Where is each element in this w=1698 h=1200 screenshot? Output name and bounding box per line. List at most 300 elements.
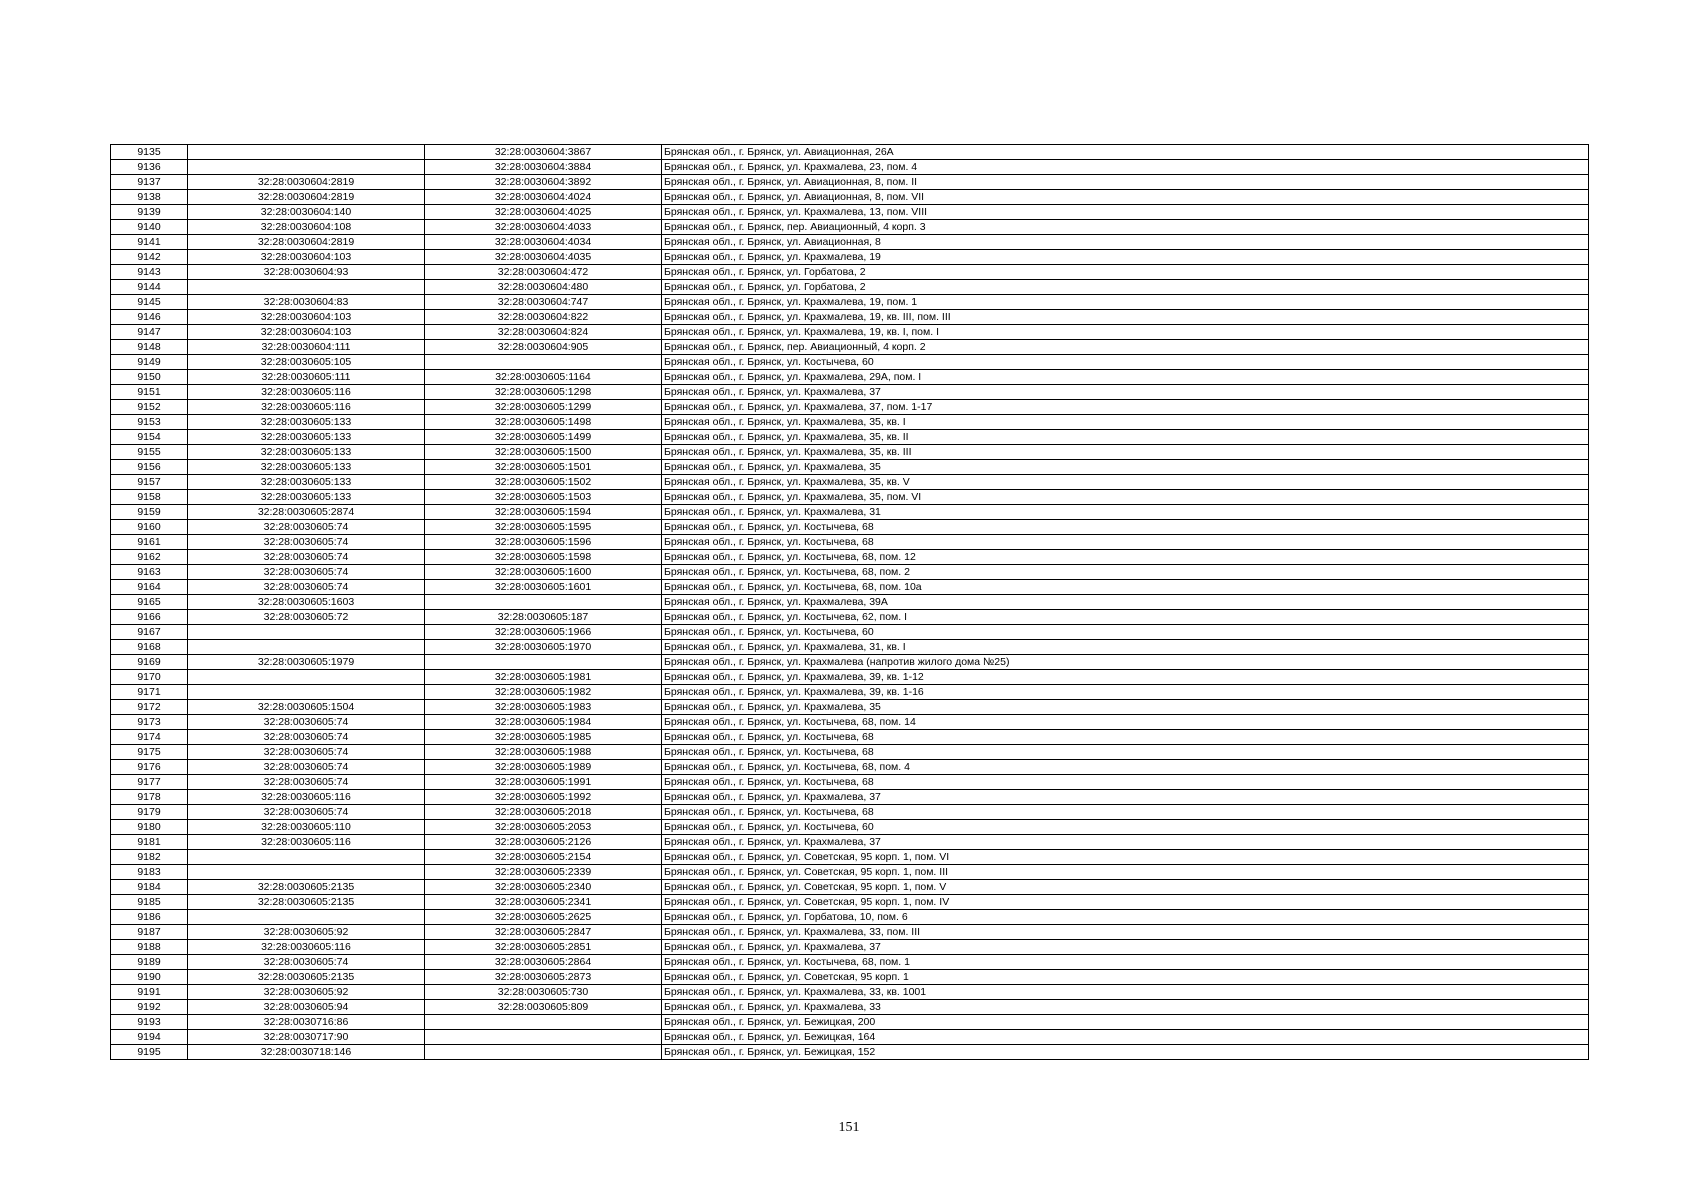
address-cell: Брянская обл., г. Брянск, ул. Крахмалева, 39, кв. 1-16 (662, 685, 1589, 700)
row-number-cell: 9136 (111, 160, 188, 175)
parent-cadastral-number-cell: 32:28:0030605:74 (188, 955, 425, 970)
address-cell: Брянская обл., г. Брянск, ул. Крахмалева, 35, пом. VI (662, 490, 1589, 505)
parent-cadastral-number-cell: 32:28:0030605:72 (188, 610, 425, 625)
address-cell: Брянская обл., г. Брянск, ул. Крахмалева, 37 (662, 940, 1589, 955)
cadastral-number-cell (425, 1045, 662, 1060)
table-row (111, 685, 1589, 700)
address-cell: Брянская обл., г. Брянск, ул. Костычева, 68, пом. 1 (662, 955, 1589, 970)
row-number-cell: 9159 (111, 505, 188, 520)
row-number-cell: 9181 (111, 835, 188, 850)
cadastral-number-cell: 32:28:0030605:1601 (425, 580, 662, 595)
parent-cadastral-number-cell: 32:28:0030605:1603 (188, 595, 425, 610)
address-cell: Брянская обл., г. Брянск, ул. Крахмалева, 19, кв. I, пом. I (662, 325, 1589, 340)
table-row (111, 940, 1589, 955)
address-cell: Брянская обл., г. Брянск, ул. Бежицкая, 164 (662, 1030, 1589, 1045)
table-row (111, 865, 1589, 880)
table-row (111, 220, 1589, 235)
parent-cadastral-number-cell: 32:28:0030605:133 (188, 475, 425, 490)
table-row (111, 925, 1589, 940)
address-cell: Брянская обл., г. Брянск, ул. Костычева, 60 (662, 820, 1589, 835)
address-cell: Брянская обл., г. Брянск, пер. Авиационный, 4 корп. 3 (662, 220, 1589, 235)
address-cell: Брянская обл., г. Брянск, ул. Советская, 95 корп. 1 (662, 970, 1589, 985)
cadastral-number-cell: 32:28:0030605:1502 (425, 475, 662, 490)
row-number-cell: 9187 (111, 925, 188, 940)
cadastral-number-cell: 32:28:0030605:1981 (425, 670, 662, 685)
table-row (111, 415, 1589, 430)
address-cell: Брянская обл., г. Брянск, ул. Бежицкая, 200 (662, 1015, 1589, 1030)
row-number-cell: 9164 (111, 580, 188, 595)
row-number-cell: 9160 (111, 520, 188, 535)
table-row (111, 955, 1589, 970)
parent-cadastral-number-cell: 32:28:0030605:133 (188, 415, 425, 430)
parent-cadastral-number-cell: 32:28:0030605:1504 (188, 700, 425, 715)
table-row (111, 325, 1589, 340)
table-row (111, 490, 1589, 505)
cadastral-number-cell: 32:28:0030605:1500 (425, 445, 662, 460)
cadastral-number-cell: 32:28:0030604:472 (425, 265, 662, 280)
table-row (111, 850, 1589, 865)
row-number-cell: 9186 (111, 910, 188, 925)
row-number-cell: 9154 (111, 430, 188, 445)
parent-cadastral-number-cell: 32:28:0030605:133 (188, 430, 425, 445)
address-cell: Брянская обл., г. Брянск, ул. Крахмалева, 39, кв. 1-12 (662, 670, 1589, 685)
address-cell: Брянская обл., г. Брянск, ул. Крахмалева, 33 (662, 1000, 1589, 1015)
address-cell: Брянская обл., г. Брянск, ул. Костычева, 68, пом. 10а (662, 580, 1589, 595)
row-number-cell: 9166 (111, 610, 188, 625)
address-cell: Брянская обл., г. Брянск, ул. Костычева, 68 (662, 805, 1589, 820)
row-number-cell: 9155 (111, 445, 188, 460)
parent-cadastral-number-cell (188, 865, 425, 880)
row-number-cell: 9171 (111, 685, 188, 700)
cadastral-number-cell: 32:28:0030604:824 (425, 325, 662, 340)
row-number-cell: 9183 (111, 865, 188, 880)
parent-cadastral-number-cell: 32:28:0030605:2874 (188, 505, 425, 520)
address-cell: Брянская обл., г. Брянск, ул. Крахмалева, 29А, пом. I (662, 370, 1589, 385)
address-cell: Брянская обл., г. Брянск, ул. Костычева, 68, пом. 2 (662, 565, 1589, 580)
address-cell: Брянская обл., г. Брянск, ул. Крахмалева, 37, пом. 1-17 (662, 400, 1589, 415)
parent-cadastral-number-cell: 32:28:0030604:83 (188, 295, 425, 310)
row-number-cell: 9158 (111, 490, 188, 505)
parent-cadastral-number-cell: 32:28:0030605:74 (188, 715, 425, 730)
cadastral-number-cell: 32:28:0030605:2851 (425, 940, 662, 955)
cadastral-number-cell: 32:28:0030605:2625 (425, 910, 662, 925)
row-number-cell: 9157 (111, 475, 188, 490)
table-row (111, 370, 1589, 385)
row-number-cell: 9191 (111, 985, 188, 1000)
cadastral-number-cell: 32:28:0030605:1595 (425, 520, 662, 535)
table-row (111, 235, 1589, 250)
row-number-cell: 9145 (111, 295, 188, 310)
address-cell: Брянская обл., г. Брянск, ул. Крахмалева, 33, кв. 1001 (662, 985, 1589, 1000)
cadastral-number-cell: 32:28:0030604:3892 (425, 175, 662, 190)
table-row (111, 880, 1589, 895)
row-number-cell: 9174 (111, 730, 188, 745)
table-row (111, 700, 1589, 715)
table-row (111, 250, 1589, 265)
row-number-cell: 9188 (111, 940, 188, 955)
cadastral-number-cell: 32:28:0030605:187 (425, 610, 662, 625)
address-cell: Брянская обл., г. Брянск, ул. Костычева, 60 (662, 625, 1589, 640)
cadastral-number-cell: 32:28:0030605:2126 (425, 835, 662, 850)
table-row (111, 280, 1589, 295)
row-number-cell: 9184 (111, 880, 188, 895)
row-number-cell: 9138 (111, 190, 188, 205)
address-cell: Брянская обл., г. Брянск, ул. Советская, 95 корп. 1, пом. V (662, 880, 1589, 895)
cadastral-number-cell: 32:28:0030605:1498 (425, 415, 662, 430)
table-row (111, 340, 1589, 355)
parent-cadastral-number-cell: 32:28:0030605:74 (188, 565, 425, 580)
cadastral-number-cell: 32:28:0030605:1988 (425, 745, 662, 760)
row-number-cell: 9135 (111, 145, 188, 160)
cadastral-number-cell: 32:28:0030604:905 (425, 340, 662, 355)
table-row (111, 385, 1589, 400)
address-cell: Брянская обл., г. Брянск, ул. Крахмалева, 23, пом. 4 (662, 160, 1589, 175)
cadastral-number-cell: 32:28:0030605:1298 (425, 385, 662, 400)
table-row (111, 1045, 1589, 1060)
table-row (111, 565, 1589, 580)
address-cell: Брянская обл., г. Брянск, ул. Крахмалева, 19 (662, 250, 1589, 265)
row-number-cell: 9146 (111, 310, 188, 325)
parent-cadastral-number-cell: 32:28:0030605:2135 (188, 970, 425, 985)
cadastral-number-cell: 32:28:0030605:1596 (425, 535, 662, 550)
parent-cadastral-number-cell: 32:28:0030605:74 (188, 550, 425, 565)
cadastral-number-cell: 32:28:0030604:3884 (425, 160, 662, 175)
parent-cadastral-number-cell (188, 640, 425, 655)
cadastral-number-cell: 32:28:0030605:2340 (425, 880, 662, 895)
cadastral-number-cell: 32:28:0030604:822 (425, 310, 662, 325)
table-row (111, 535, 1589, 550)
cadastral-number-cell: 32:28:0030605:1598 (425, 550, 662, 565)
cadastral-number-cell: 32:28:0030605:2847 (425, 925, 662, 940)
cadastral-number-cell: 32:28:0030605:1984 (425, 715, 662, 730)
parent-cadastral-number-cell: 32:28:0030605:74 (188, 730, 425, 745)
cadastral-number-cell: 32:28:0030604:4025 (425, 205, 662, 220)
row-number-cell: 9163 (111, 565, 188, 580)
cadastral-number-cell: 32:28:0030605:2339 (425, 865, 662, 880)
address-cell: Брянская обл., г. Брянск, ул. Костычева, 68, пом. 12 (662, 550, 1589, 565)
address-cell: Брянская обл., г. Брянск, ул. Костычева, 62, пом. I (662, 610, 1589, 625)
table-row (111, 145, 1589, 160)
address-cell: Брянская обл., г. Брянск, ул. Авиационная, 8 (662, 235, 1589, 250)
row-number-cell: 9147 (111, 325, 188, 340)
parent-cadastral-number-cell: 32:28:0030604:111 (188, 340, 425, 355)
parent-cadastral-number-cell (188, 280, 425, 295)
parent-cadastral-number-cell: 32:28:0030604:2819 (188, 190, 425, 205)
table-row (111, 400, 1589, 415)
parent-cadastral-number-cell: 32:28:0030605:92 (188, 925, 425, 940)
table-row (111, 190, 1589, 205)
row-number-cell: 9178 (111, 790, 188, 805)
address-cell: Брянская обл., г. Брянск, ул. Костычева, 68 (662, 730, 1589, 745)
parent-cadastral-number-cell (188, 910, 425, 925)
table-row (111, 310, 1589, 325)
row-number-cell: 9172 (111, 700, 188, 715)
parent-cadastral-number-cell: 32:28:0030604:108 (188, 220, 425, 235)
cadastral-number-cell: 32:28:0030604:480 (425, 280, 662, 295)
row-number-cell: 9176 (111, 760, 188, 775)
address-cell: Брянская обл., г. Брянск, ул. Крахмалева, 35, кв. I (662, 415, 1589, 430)
table-row (111, 1015, 1589, 1030)
cadastral-number-cell: 32:28:0030605:1991 (425, 775, 662, 790)
address-cell: Брянская обл., г. Брянск, ул. Костычева, 68 (662, 775, 1589, 790)
address-cell: Брянская обл., г. Брянск, ул. Костычева, 68 (662, 535, 1589, 550)
address-cell: Брянская обл., г. Брянск, ул. Костычева, 68 (662, 520, 1589, 535)
row-number-cell: 9170 (111, 670, 188, 685)
parent-cadastral-number-cell: 32:28:0030605:74 (188, 535, 425, 550)
table-row (111, 715, 1589, 730)
row-number-cell: 9139 (111, 205, 188, 220)
address-cell: Брянская обл., г. Брянск, ул. Крахмалева, 31 (662, 505, 1589, 520)
table-body (111, 145, 1589, 1060)
parent-cadastral-number-cell: 32:28:0030605:2135 (188, 880, 425, 895)
table-row (111, 835, 1589, 850)
row-number-cell: 9169 (111, 655, 188, 670)
parent-cadastral-number-cell (188, 685, 425, 700)
parent-cadastral-number-cell: 32:28:0030605:94 (188, 1000, 425, 1015)
row-number-cell: 9144 (111, 280, 188, 295)
cadastral-number-cell: 32:28:0030604:4033 (425, 220, 662, 235)
parent-cadastral-number-cell: 32:28:0030604:140 (188, 205, 425, 220)
table-row (111, 265, 1589, 280)
parent-cadastral-number-cell: 32:28:0030604:103 (188, 325, 425, 340)
row-number-cell: 9180 (111, 820, 188, 835)
cadastral-number-cell: 32:28:0030605:2053 (425, 820, 662, 835)
address-cell: Брянская обл., г. Брянск, ул. Крахмалева, 35 (662, 460, 1589, 475)
row-number-cell: 9182 (111, 850, 188, 865)
cadastral-number-cell: 32:28:0030605:1499 (425, 430, 662, 445)
row-number-cell: 9142 (111, 250, 188, 265)
parent-cadastral-number-cell: 32:28:0030604:2819 (188, 175, 425, 190)
cadastral-number-cell: 32:28:0030605:2154 (425, 850, 662, 865)
address-cell: Брянская обл., г. Брянск, ул. Крахмалева, 35, кв. III (662, 445, 1589, 460)
cadastral-number-cell: 32:28:0030604:4035 (425, 250, 662, 265)
row-number-cell: 9152 (111, 400, 188, 415)
table-row (111, 1000, 1589, 1015)
row-number-cell: 9149 (111, 355, 188, 370)
cadastral-number-cell: 32:28:0030605:1989 (425, 760, 662, 775)
table-row (111, 625, 1589, 640)
address-cell: Брянская обл., г. Брянск, ул. Советская, 95 корп. 1, пом. VI (662, 850, 1589, 865)
address-cell: Брянская обл., г. Брянск, ул. Горбатова, 10, пом. 6 (662, 910, 1589, 925)
table-row (111, 820, 1589, 835)
table-row (111, 805, 1589, 820)
address-cell: Брянская обл., г. Брянск, ул. Советская, 95 корп. 1, пом. III (662, 865, 1589, 880)
row-number-cell: 9137 (111, 175, 188, 190)
cadastral-table (110, 144, 1589, 1060)
address-cell: Брянская обл., г. Брянск, ул. Горбатова, 2 (662, 265, 1589, 280)
parent-cadastral-number-cell: 32:28:0030605:74 (188, 580, 425, 595)
cadastral-number-cell: 32:28:0030605:809 (425, 1000, 662, 1015)
table-row (111, 550, 1589, 565)
table-row (111, 355, 1589, 370)
parent-cadastral-number-cell: 32:28:0030605:116 (188, 940, 425, 955)
cadastral-number-cell: 32:28:0030605:1503 (425, 490, 662, 505)
cadastral-number-cell: 32:28:0030605:1299 (425, 400, 662, 415)
address-cell: Брянская обл., г. Брянск, ул. Крахмалева, 33, пом. III (662, 925, 1589, 940)
parent-cadastral-number-cell: 32:28:0030716:86 (188, 1015, 425, 1030)
table-row (111, 790, 1589, 805)
cadastral-number-cell: 32:28:0030604:3867 (425, 145, 662, 160)
parent-cadastral-number-cell: 32:28:0030605:133 (188, 460, 425, 475)
address-cell: Брянская обл., г. Брянск, ул. Крахмалева, 35 (662, 700, 1589, 715)
address-cell: Брянская обл., г. Брянск, ул. Крахмалева, 31, кв. I (662, 640, 1589, 655)
row-number-cell: 9189 (111, 955, 188, 970)
parent-cadastral-number-cell: 32:28:0030605:74 (188, 760, 425, 775)
cadastral-number-cell (425, 1015, 662, 1030)
row-number-cell: 9150 (111, 370, 188, 385)
address-cell: Брянская обл., г. Брянск, ул. Крахмалева, 37 (662, 835, 1589, 850)
table-row (111, 475, 1589, 490)
table-row (111, 745, 1589, 760)
parent-cadastral-number-cell: 32:28:0030604:103 (188, 250, 425, 265)
cadastral-number-cell: 32:28:0030605:1501 (425, 460, 662, 475)
address-cell: Брянская обл., г. Брянск, ул. Авиационная, 8, пом. II (662, 175, 1589, 190)
cadastral-number-cell: 32:28:0030605:1982 (425, 685, 662, 700)
address-cell: Брянская обл., г. Брянск, ул. Крахмалева, 35, кв. II (662, 430, 1589, 445)
row-number-cell: 9151 (111, 385, 188, 400)
address-cell: Брянская обл., г. Брянск, ул. Авиационная, 26А (662, 145, 1589, 160)
cadastral-number-cell: 32:28:0030605:2873 (425, 970, 662, 985)
table-row (111, 610, 1589, 625)
address-cell: Брянская обл., г. Брянск, ул. Крахмалева, 37 (662, 790, 1589, 805)
parent-cadastral-number-cell (188, 145, 425, 160)
row-number-cell: 9185 (111, 895, 188, 910)
table-row (111, 160, 1589, 175)
address-cell: Брянская обл., г. Брянск, ул. Бежицкая, 152 (662, 1045, 1589, 1060)
row-number-cell: 9193 (111, 1015, 188, 1030)
cadastral-number-cell: 32:28:0030604:4024 (425, 190, 662, 205)
row-number-cell: 9195 (111, 1045, 188, 1060)
row-number-cell: 9161 (111, 535, 188, 550)
row-number-cell: 9168 (111, 640, 188, 655)
parent-cadastral-number-cell: 32:28:0030605:116 (188, 835, 425, 850)
address-cell: Брянская обл., г. Брянск, ул. Крахмалева (напротив жилого дома №25) (662, 655, 1589, 670)
cadastral-number-cell: 32:28:0030605:2018 (425, 805, 662, 820)
table-row (111, 760, 1589, 775)
address-cell: Брянская обл., г. Брянск, ул. Костычева, 68, пом. 14 (662, 715, 1589, 730)
table-row (111, 580, 1589, 595)
parent-cadastral-number-cell: 32:28:0030605:74 (188, 805, 425, 820)
table-row (111, 640, 1589, 655)
table-row (111, 445, 1589, 460)
parent-cadastral-number-cell: 32:28:0030605:116 (188, 790, 425, 805)
table-row (111, 520, 1589, 535)
row-number-cell: 9162 (111, 550, 188, 565)
parent-cadastral-number-cell: 32:28:0030605:74 (188, 745, 425, 760)
parent-cadastral-number-cell: 32:28:0030718:146 (188, 1045, 425, 1060)
address-cell: Брянская обл., г. Брянск, ул. Крахмалева, 19, пом. 1 (662, 295, 1589, 310)
address-cell: Брянская обл., г. Брянск, ул. Костычева, 60 (662, 355, 1589, 370)
cadastral-number-cell: 32:28:0030605:2341 (425, 895, 662, 910)
parent-cadastral-number-cell: 32:28:0030605:133 (188, 490, 425, 505)
parent-cadastral-number-cell: 32:28:0030605:116 (188, 385, 425, 400)
table-row (111, 430, 1589, 445)
parent-cadastral-number-cell (188, 670, 425, 685)
cadastral-number-cell: 32:28:0030605:1992 (425, 790, 662, 805)
cadastral-number-cell (425, 595, 662, 610)
row-number-cell: 9177 (111, 775, 188, 790)
cadastral-number-cell: 32:28:0030605:1966 (425, 625, 662, 640)
parent-cadastral-number-cell: 32:28:0030605:116 (188, 400, 425, 415)
address-cell: Брянская обл., г. Брянск, пер. Авиационный, 4 корп. 2 (662, 340, 1589, 355)
row-number-cell: 9173 (111, 715, 188, 730)
cadastral-number-cell: 32:28:0030605:730 (425, 985, 662, 1000)
parent-cadastral-number-cell: 32:28:0030605:92 (188, 985, 425, 1000)
page-number: 151 (838, 1120, 860, 1135)
parent-cadastral-number-cell: 32:28:0030605:133 (188, 445, 425, 460)
parent-cadastral-number-cell: 32:28:0030604:93 (188, 265, 425, 280)
parent-cadastral-number-cell: 32:28:0030605:105 (188, 355, 425, 370)
address-cell: Брянская обл., г. Брянск, ул. Костычева, 68 (662, 745, 1589, 760)
table-row (111, 670, 1589, 685)
address-cell: Брянская обл., г. Брянск, ул. Костычева, 68, пом. 4 (662, 760, 1589, 775)
address-cell: Брянская обл., г. Брянск, ул. Крахмалева, 39А (662, 595, 1589, 610)
parent-cadastral-number-cell (188, 625, 425, 640)
row-number-cell: 9140 (111, 220, 188, 235)
row-number-cell: 9192 (111, 1000, 188, 1015)
parent-cadastral-number-cell: 32:28:0030605:2135 (188, 895, 425, 910)
parent-cadastral-number-cell: 32:28:0030605:111 (188, 370, 425, 385)
cadastral-number-cell: 32:28:0030604:4034 (425, 235, 662, 250)
parent-cadastral-number-cell: 32:28:0030605:1979 (188, 655, 425, 670)
cadastral-number-cell: 32:28:0030605:1164 (425, 370, 662, 385)
cadastral-number-cell: 32:28:0030605:1983 (425, 700, 662, 715)
parent-cadastral-number-cell: 32:28:0030717:90 (188, 1030, 425, 1045)
table-row (111, 655, 1589, 670)
table-row (111, 205, 1589, 220)
table-row (111, 895, 1589, 910)
table-row (111, 175, 1589, 190)
row-number-cell: 9167 (111, 625, 188, 640)
row-number-cell: 9190 (111, 970, 188, 985)
cadastral-number-cell: 32:28:0030605:2864 (425, 955, 662, 970)
row-number-cell: 9153 (111, 415, 188, 430)
row-number-cell: 9156 (111, 460, 188, 475)
address-cell: Брянская обл., г. Брянск, ул. Крахмалева, 37 (662, 385, 1589, 400)
table-row (111, 595, 1589, 610)
parent-cadastral-number-cell: 32:28:0030605:110 (188, 820, 425, 835)
table-row (111, 775, 1589, 790)
cadastral-number-cell (425, 655, 662, 670)
table-row (111, 910, 1589, 925)
table-row (111, 460, 1589, 475)
row-number-cell: 9148 (111, 340, 188, 355)
address-cell: Брянская обл., г. Брянск, ул. Горбатова, 2 (662, 280, 1589, 295)
address-cell: Брянская обл., г. Брянск, ул. Советская, 95 корп. 1, пом. IV (662, 895, 1589, 910)
cadastral-number-cell: 32:28:0030604:747 (425, 295, 662, 310)
cadastral-number-cell: 32:28:0030605:1594 (425, 505, 662, 520)
cadastral-number-cell: 32:28:0030605:1600 (425, 565, 662, 580)
parent-cadastral-number-cell: 32:28:0030605:74 (188, 775, 425, 790)
address-cell: Брянская обл., г. Брянск, ул. Крахмалева, 19, кв. III, пом. III (662, 310, 1589, 325)
parent-cadastral-number-cell: 32:28:0030604:2819 (188, 235, 425, 250)
address-cell: Брянская обл., г. Брянск, ул. Авиационная, 8, пом. VII (662, 190, 1589, 205)
parent-cadastral-number-cell: 32:28:0030605:74 (188, 520, 425, 535)
table-row (111, 505, 1589, 520)
address-cell: Брянская обл., г. Брянск, ул. Крахмалева, 13, пом. VIII (662, 205, 1589, 220)
table-row (111, 985, 1589, 1000)
row-number-cell: 9165 (111, 595, 188, 610)
row-number-cell: 9141 (111, 235, 188, 250)
parent-cadastral-number-cell (188, 850, 425, 865)
row-number-cell: 9194 (111, 1030, 188, 1045)
row-number-cell: 9179 (111, 805, 188, 820)
cadastral-number-cell: 32:28:0030605:1985 (425, 730, 662, 745)
table-row (111, 1030, 1589, 1045)
table-row (111, 295, 1589, 310)
parent-cadastral-number-cell: 32:28:0030604:103 (188, 310, 425, 325)
cadastral-number-cell: 32:28:0030605:1970 (425, 640, 662, 655)
